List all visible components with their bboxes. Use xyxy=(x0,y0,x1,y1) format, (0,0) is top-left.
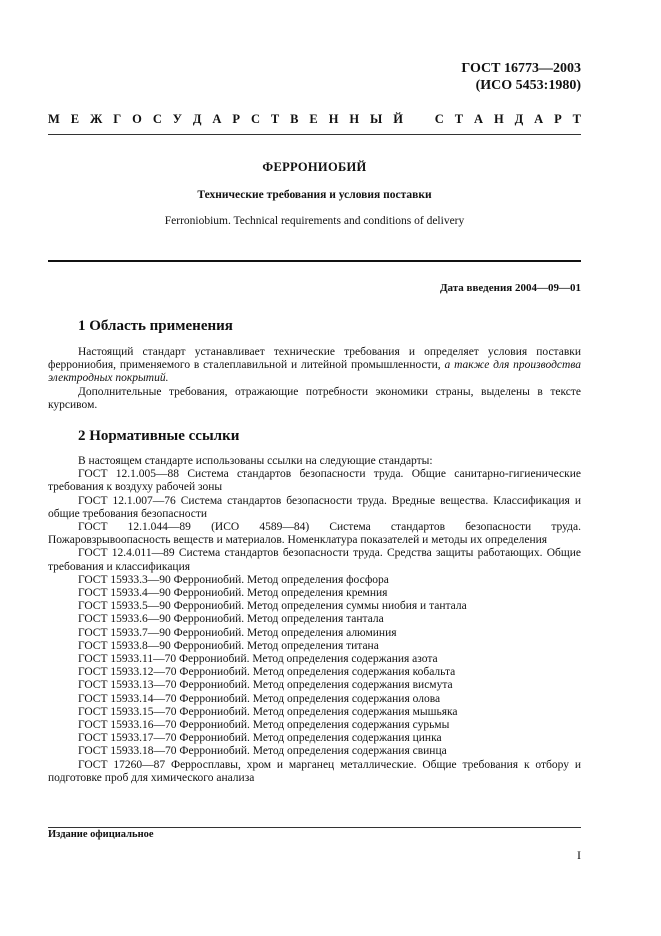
standard-code-block xyxy=(461,60,581,94)
reference-item: ГОСТ 15933.15—70 Феррониобий. Метод определения содержания мышьяка xyxy=(78,705,458,718)
reference-item: ГОСТ 15933.4—90 Феррониобий. Метод определения кремния xyxy=(78,587,388,600)
banner-letter: С xyxy=(152,112,162,126)
iso-code: (ИСО 5453:1980) xyxy=(475,78,581,93)
reference-item: ГОСТ 12.1.044—89 (ИСО 4589—84) Система стандартов безопасности труда. Пожаровзрывоопасность веществ и материалов. Номенклатура показателей и методы их определения xyxy=(48,521,581,547)
reference-item: ГОСТ 15933.18—70 Феррониобий. Метод определения содержания свинца xyxy=(78,745,447,758)
section-1-p1-italic: а также для производства электродных покрытий. xyxy=(48,359,581,385)
banner-letter: А xyxy=(474,112,484,126)
banner-letter: Е xyxy=(309,112,318,126)
banner-letter: Д xyxy=(192,112,202,126)
banner-letter: Р xyxy=(232,112,241,126)
reference-item: ГОСТ 15933.14—70 Феррониобий. Метод определения содержания олова xyxy=(78,692,441,705)
reference-item: ГОСТ 15933.8—90 Феррониобий. Метод определения титана xyxy=(78,639,379,652)
banner-letter: Т xyxy=(454,112,464,126)
normative-references xyxy=(48,455,581,785)
reference-item: ГОСТ 15933.7—90 Феррониобий. Метод определения алюминия xyxy=(78,626,397,639)
reference-item: ГОСТ 12.1.007—76 Система стандартов безопасности труда. Вредные вещества. Классификация и общие требования безопасности xyxy=(48,494,581,520)
reference-item: ГОСТ 15933.16—70 Феррониобий. Метод определения содержания сурьмы xyxy=(78,719,450,732)
banner-letter: Т xyxy=(270,112,280,126)
banner-letter: Й xyxy=(393,112,403,126)
banner-letter: Н xyxy=(493,112,504,126)
english-title: Ferroniobium. Technical requirements and conditions of delivery xyxy=(164,215,465,227)
standard-code: ГОСТ 16773—2003 xyxy=(461,61,581,76)
reference-item: ГОСТ 15933.6—90 Феррониобий. Метод определения тантала xyxy=(78,613,384,626)
banner-letter: С xyxy=(250,112,260,126)
banner-letter: С xyxy=(434,112,444,126)
banner-letter: Ы xyxy=(370,112,383,126)
banner-letter: Е xyxy=(70,112,80,126)
banner-letter: Т xyxy=(572,112,581,126)
reference-item: ГОСТ 15933.3—90 Феррониобий. Метод определения фосфора xyxy=(78,573,389,586)
banner-letter: Н xyxy=(349,112,360,126)
reference-item: ГОСТ 12.4.011—89 Система стандартов безопасности труда. Средства защиты работающих. Общие требования и классификация xyxy=(48,547,581,573)
section-2-heading: 2 Нормативные ссылки xyxy=(78,428,240,444)
banner-letter: Д xyxy=(514,112,524,126)
effective-date: Дата введения 2004—09—01 xyxy=(439,282,581,294)
banner-letter: Ж xyxy=(90,112,103,126)
banner-letter: А xyxy=(212,112,222,126)
references-intro: В настоящем стандарте использованы ссылки на следующие стандарты: xyxy=(78,455,433,467)
section-1-paragraph-1 xyxy=(48,346,581,386)
reference-item: ГОСТ 17260—87 Ферросплавы, хром и марганец металлические. Общие требования к отбору и подготовке проб для химического анализа xyxy=(48,758,581,784)
banner-letter: Н xyxy=(328,112,339,126)
banner-letter: О xyxy=(132,112,142,126)
banner-word-gap xyxy=(414,112,424,127)
reference-item: ГОСТ 15933.13—70 Феррониобий. Метод определения содержания висмута xyxy=(78,679,453,692)
page-number: I xyxy=(577,848,581,862)
footer-divider xyxy=(48,827,581,828)
reference-item: ГОСТ 15933.5—90 Феррониобий. Метод определения суммы ниобия и тантала xyxy=(78,600,467,613)
document-subtitle: Технические требования и условия поставки xyxy=(197,189,432,201)
banner-letter: Г xyxy=(113,112,122,126)
reference-item: ГОСТ 15933.17—70 Феррониобий. Метод определения содержания цинка xyxy=(78,732,442,745)
reference-item: ГОСТ 12.1.005—88 Система стандартов безопасности труда. Общие санитарно-гигиенические требования к воздуху рабочей зоны xyxy=(48,468,581,494)
document-title: ФЕРРОНИОБИЙ xyxy=(262,160,367,174)
banner-letter: М xyxy=(48,112,60,126)
section-1-body xyxy=(48,346,581,412)
banner-letter: У xyxy=(172,112,182,126)
edition-label: Издание официальное xyxy=(48,829,154,840)
banner-letter: А xyxy=(534,112,544,126)
banner-letter: В xyxy=(290,112,299,126)
banner-letter: Р xyxy=(554,112,562,126)
section-1-heading: 1 Область применения xyxy=(78,318,233,334)
section-1-paragraph-2: Дополнительные требования, отражающие потребности экономики страны, выделены в тексте курсивом. xyxy=(48,385,581,411)
section-1-p1-plain: Настоящий стандарт устанавливает технические требования и определяет условия поставки феррониобия, применяемого в сталеплавильной и литейной промышленности, xyxy=(48,346,581,372)
top-divider xyxy=(48,134,581,135)
reference-item: ГОСТ 15933.12—70 Феррониобий. Метод определения содержания кобальта xyxy=(78,666,456,679)
interstate-standard-banner xyxy=(48,112,581,127)
reference-item: ГОСТ 15933.11—70 Феррониобий. Метод определения содержания азота xyxy=(78,653,438,666)
title-divider xyxy=(48,260,581,262)
